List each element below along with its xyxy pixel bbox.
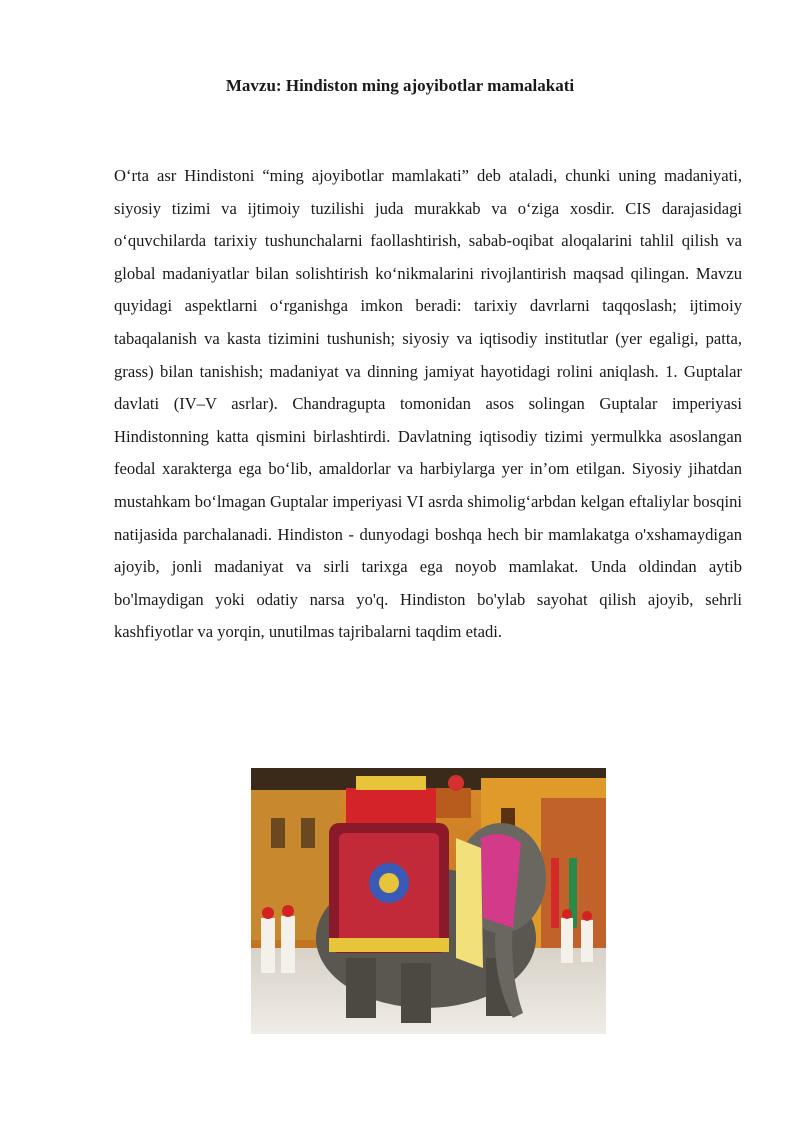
decorated-elephant-photo — [251, 768, 606, 1034]
document-title: Mavzu: Hindiston ming ajoyibotlar mamalakati — [225, 76, 575, 95]
body-paragraph: O‘rta asr Hindistoni “ming ajoyibotlar mamlakati” deb ataladi, chunki uning madaniyati, siyosiy tizimi va ijtimoiy tuzilishi juda murakkab va o‘ziga xosdir. CIS darajasidagi o‘quvchilarda tarixiy tushunchalarni faollashtirish, sabab-oqibat aloqalarini tahlil qilish va global madaniyatlar bilan solishtirish ko‘nikmalarini rivojlantirish maqsad qilingan. Mavzu quyidagi aspektlarni o‘rganishga imkon beradi: tarixiy davrlarni taqqoslash; ijtimoiy tabaqalanish va kasta tizimini tushunish; siyosiy va iqtisodiy institutlar (yer egaligi, patta, grass) bilan tanishish; madaniyat va dinning jamiyat hayotidagi rolini aniqlash. 1. Guptalar davlati (IV–V asrlar). Chandragupta tomonidan asos solingan Guptalar imperiyasi Hindistonning katta qismini birlashtirdi. Davlatning iqtisodiy tizimi yermulkka asoslangan feodal xarakterga ega bo‘lib, amaldorlar va harbiylarga yer in’om etilgan. Siyosiy jihatdan mustahkam bo‘lmagan Guptalar imperiyasi VI asrda shimolig‘arbdan kelgan eftaliylar bosqini natijasida parchalanadi. Hindiston - dunyodagi boshqa hech bir mamlakatga o'xshamaydigan ajoyib, jonli madaniyat va sirli tarixga ega noyob mamlakat. Unda oldindan aytib bo'lmaydigan yoki odatiy narsa yo'q. Hindiston bo'ylab sayohat qilish ajoyib, sehrli kashfiyotlar va yorqin, unutilmas tajribalarni taqdim etadi. — [114, 166, 742, 642]
